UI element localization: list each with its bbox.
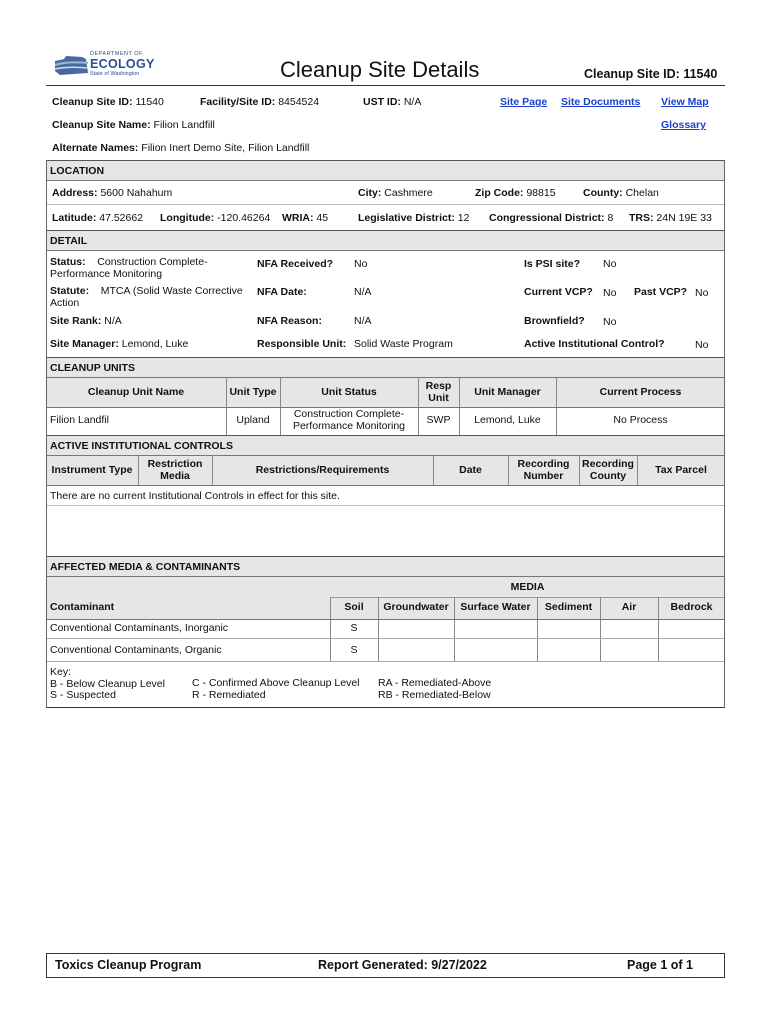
location-section-title: LOCATION [50,165,105,177]
ic-section-title: ACTIVE INSTITUTIONAL CONTROLS [50,440,233,452]
county-value: Chelan [625,187,659,199]
cu-header-type: Unit Type [229,385,277,398]
media-header-bedrock: Bedrock [670,601,713,614]
status-value-line2: Performance Monitoring [50,268,163,280]
footer-program: Toxics Cleanup Program [55,958,202,972]
psi-site-value: No [603,258,617,270]
media-row-divider [46,661,725,662]
media-row-soil: S [350,621,358,634]
media-header-air: Air [621,601,637,614]
cu-header-process: Current Process [599,385,682,398]
logo-text-ecology: ECOLOGY [90,57,155,71]
ic-header-divider [46,485,725,486]
cu-row-status: Construction Complete- Performance Monitoring [292,408,406,432]
ust-id-value: N/A [403,96,422,108]
statute-value-line1: MTCA (Solid Waste Corrective [100,285,243,297]
media-key-col2 [192,678,360,701]
header-divider [46,85,725,86]
cu-row-name: Filion Landfil [50,414,109,427]
psi-site-label: Is PSI site? [524,258,581,270]
media-header-groundwater: Groundwater [383,601,449,614]
ic-header-requirements: Restrictions/Requirements [255,463,390,476]
latitude-value: 47.52662 [99,212,144,224]
past-vcp-label: Past VCP? [634,286,688,298]
media-bottom-rule [46,707,725,708]
facility-site-id-value: 8454524 [278,96,320,108]
alternate-names-field: Alternate Names: Filion Inert Demo Site, Filion Landfill [52,142,310,154]
key-rb: RB - Remediated-Below [378,688,491,701]
facility-site-id-field: Facility/Site ID: 8454524 [200,96,320,108]
media-section-title: AFFECTED MEDIA & CONTAMINANTS [50,561,241,573]
nfa-date-value: N/A [354,286,372,298]
cleanup-site-id-field: Cleanup Site ID: 11540 [52,96,164,108]
latitude-field: Latitude: 47.52662 [52,212,144,224]
cu-row-process: No Process [613,414,668,427]
city-value: Cashmere [384,187,433,199]
ust-id-field: UST ID: N/A [363,96,422,108]
statute-value-line2: Action [50,297,80,309]
cu-row-resp: SWP [426,414,451,427]
county-field: County: Chelan [583,187,659,199]
cu-row-type: Upland [236,414,270,427]
glossary-link[interactable]: Glossary [661,119,706,131]
active-ic-value: No [695,339,709,351]
logo-text-department: DEPARTMENT OF [90,51,143,57]
site-page-link[interactable]: Site Page [500,96,548,108]
key-r: R - Remediated [192,688,266,701]
brownfield-label: Brownfield? [524,315,585,327]
cu-header-manager: Unit Manager [474,385,541,398]
ic-header-tax-parcel: Tax Parcel [655,463,707,476]
media-header-surface-water: Surface Water [460,601,531,614]
footer-page-number: Page 1 of 1 [627,958,693,972]
statute-field: Statute: MTCA (Solid Waste Corrective Action [50,285,243,309]
logo-text-state: State of Washington [90,71,140,77]
header-site-id: Cleanup Site ID: 11540 [584,67,718,81]
address-field: Address: 5600 Nahahum [52,187,173,199]
brownfield-value: No [603,316,617,328]
key-s: S - Suspected [50,689,116,701]
detail-header-bar [46,230,725,251]
nfa-received-value: No [354,258,368,270]
nfa-reason-label: NFA Reason: [257,315,322,327]
ic-header-date: Date [459,463,482,476]
ic-row-divider [46,505,725,506]
cleanup-site-name-value: Filion Landfill [153,119,215,131]
cu-header-resp: Resp Unit [425,379,452,404]
media-row-divider [46,638,725,639]
responsible-unit-label: Responsible Unit: [257,338,347,350]
key-title: Key: [50,666,72,678]
responsible-unit-value: Solid Waste Program [354,338,453,350]
media-key [50,667,165,702]
page-frame-left [46,160,47,708]
media-header-soil: Soil [344,601,364,614]
ic-header-recording-number: Recording Number [517,457,570,482]
ic-header-restriction: Restriction Media [147,457,203,482]
detail-section-title: DETAIL [50,235,88,247]
ic-header-recording-county: Recording County [582,457,634,482]
media-row-soil: S [350,643,358,656]
media-header-contaminant: Contaminant [50,601,115,614]
ic-header-instrument: Instrument Type [51,463,133,476]
page-frame-right [724,160,725,708]
wria-value: 45 [316,212,329,224]
location-row-divider [46,204,725,205]
cleanup-site-id-value: 11540 [135,96,164,108]
page-title: Cleanup Site Details [280,57,480,82]
address-value: 5600 Nahahum [100,187,173,199]
media-header-sediment: Sediment [544,601,593,614]
nfa-date-label: NFA Date: [257,286,307,298]
wria-field: WRIA: 45 [282,212,329,224]
media-key-col3 [378,678,491,701]
active-ic-label: Active Institutional Control? [524,338,665,350]
ic-empty-message: There are no current Institutional Controls in effect for this site. [50,490,340,502]
cleanup-units-section-title: CLEANUP UNITS [50,362,135,374]
current-vcp-label: Current VCP? [524,286,593,298]
congressional-district-field: Congressional District: 8 [489,212,614,224]
location-header-bar [46,160,725,181]
status-value-line1: Construction Complete- [97,256,208,268]
key-ra: RA - Remediated-Above [378,677,492,689]
status-field: Status: Construction Complete- Performance Monitoring [50,256,208,280]
footer-report-generated: Report Generated: 9/27/2022 [318,958,487,972]
key-b: B - Below Cleanup Level [50,677,165,690]
congressional-district-value: 8 [607,212,614,224]
trs-value: 24N 19E 33 [656,212,712,224]
legislative-district-value: 12 [457,212,470,224]
media-row-contaminant: Conventional Contaminants, Organic [50,643,222,656]
nfa-received-label: NFA Received? [257,258,334,270]
zip-value: 98815 [526,187,556,199]
longitude-value: -120.46264 [217,212,271,224]
key-c: C - Confirmed Above Cleanup Level [192,677,360,689]
cu-header-name: Cleanup Unit Name [87,385,185,398]
ecology-logo [52,51,155,81]
view-map-link[interactable]: View Map [661,96,709,108]
media-group-label: MEDIA [510,580,545,593]
past-vcp-value: No [695,287,709,299]
cu-header-status: Unit Status [321,385,377,398]
trs-field: TRS: 24N 19E 33 [629,212,712,224]
cu-row-manager: Lemond, Luke [474,414,541,427]
cleanup-units-header-bar [46,357,725,378]
legislative-district-field: Legislative District: 12 [358,212,470,224]
alternate-names-value: Filion Inert Demo Site, Filion Landfill [141,142,310,154]
site-manager-value: Lemond, Luke [121,338,189,350]
city-field: City: Cashmere [358,187,433,199]
site-rank-value: N/A [104,315,122,327]
zip-field: Zip Code: 98815 [475,187,556,199]
media-row-contaminant: Conventional Contaminants, Inorganic [50,621,229,634]
longitude-field: Longitude: -120.46264 [160,212,271,224]
cleanup-site-name-field: Cleanup Site Name: Filion Landfill [52,119,215,131]
site-rank-field: Site Rank: N/A [50,315,122,327]
site-manager-field: Site Manager: Lemond, Luke [50,338,189,350]
washington-state-icon [52,51,92,81]
site-documents-link[interactable]: Site Documents [561,96,641,108]
nfa-reason-value: N/A [354,315,372,327]
current-vcp-value: No [603,287,617,299]
